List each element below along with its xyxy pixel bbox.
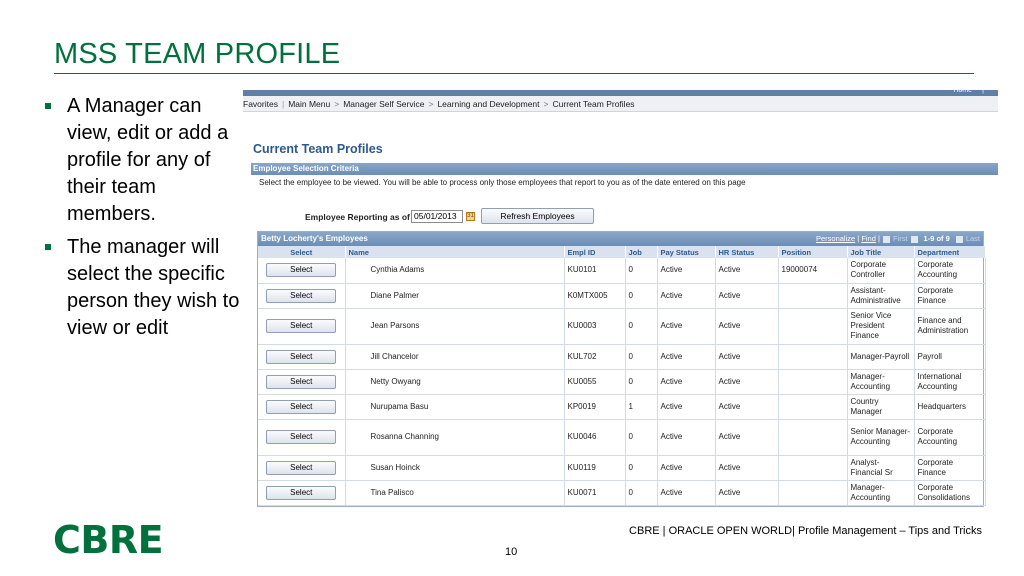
select-cell [258, 258, 345, 283]
cell-job: 0 [625, 480, 657, 505]
nav-manager-self-service[interactable]: Manager Self Service [343, 98, 425, 109]
table-row [258, 419, 985, 455]
cell-job: 0 [625, 369, 657, 394]
header-separator: | [982, 87, 984, 94]
select-button[interactable]: Select [266, 263, 336, 277]
select-cell [258, 419, 345, 455]
cell-name: Nurupama Basu [345, 394, 564, 419]
cell-position [778, 394, 847, 419]
cell-department: Corporate Finance [914, 455, 985, 480]
cell-pay-status: Active [657, 258, 715, 283]
chevron-right-icon: > [334, 98, 340, 109]
cell-hr-status: Active [715, 283, 778, 308]
cell-name: Cynthia Adams [345, 258, 564, 283]
table-row [258, 455, 985, 480]
select-button[interactable]: Select [266, 375, 336, 389]
cell-pay-status: Active [657, 344, 715, 369]
col-header-job: Job [625, 246, 657, 258]
breadcrumb [243, 96, 998, 112]
bullet-item [45, 93, 240, 228]
bullet-text: The manager will select the specific person they wish to view or edit [67, 236, 240, 339]
employee-table [258, 246, 986, 506]
cell-hr-status: Active [715, 344, 778, 369]
personalize-link[interactable]: Personalize [815, 234, 856, 243]
cell-job: 0 [625, 283, 657, 308]
cell-job: 0 [625, 455, 657, 480]
cell-job-title: Senior Vice President Finance [847, 308, 914, 344]
cell-position [778, 308, 847, 344]
row-range: 1-9 of 9 [923, 234, 950, 243]
cell-position [778, 369, 847, 394]
cell-hr-status: Active [715, 394, 778, 419]
cell-job-title: Manager-Accounting [847, 480, 914, 505]
cell-name: Susan Hoinck [345, 455, 564, 480]
find-link[interactable]: Find [861, 234, 876, 243]
cell-job-title: Manager-Accounting [847, 369, 914, 394]
cell-department: Corporate Finance [914, 283, 985, 308]
cell-hr-status: Active [715, 419, 778, 455]
cell-job-title: Country Manager [847, 394, 914, 419]
table-row [258, 283, 985, 308]
refresh-employees-button[interactable]: Refresh Employees [481, 208, 594, 224]
select-cell [258, 455, 345, 480]
cell-pay-status: Active [657, 455, 715, 480]
cell-hr-status: Active [715, 480, 778, 505]
cell-hr-status: Active [715, 455, 778, 480]
table-row [258, 258, 985, 283]
select-button[interactable]: Select [266, 486, 336, 500]
cell-job-title: Senior Manager-Accounting [847, 419, 914, 455]
instruction-text: Select the employee to be viewed. You will be able to process only those employees that report to you as of the date entered on this page [259, 178, 746, 187]
bullet-text: A Manager can view, edit or add a profile for any of their team members. [67, 95, 229, 225]
home-link[interactable]: Home [953, 87, 972, 94]
grid-navigation [816, 232, 980, 246]
nav-learning-development[interactable]: Learning and Development [437, 98, 540, 109]
col-header-pay-status: Pay Status [657, 246, 715, 258]
cell-empl-id: KUL702 [564, 344, 625, 369]
footer-text: CBRE | ORACLE OPEN WORLD| Profile Management – Tips and Tricks [629, 525, 982, 537]
bullet-list [45, 93, 240, 348]
cell-empl-id: KU0055 [564, 369, 625, 394]
cell-job: 0 [625, 308, 657, 344]
cell-position [778, 283, 847, 308]
calendar-icon[interactable]: 31 [467, 213, 474, 219]
cell-name: Diane Palmer [345, 283, 564, 308]
cell-position: 19000074 [778, 258, 847, 283]
col-header-empl-id: Empl ID [564, 246, 625, 258]
cell-department: Finance and Administration [914, 308, 985, 344]
cell-department: Payroll [914, 344, 985, 369]
table-header-row [258, 246, 985, 258]
select-cell [258, 394, 345, 419]
cell-position [778, 344, 847, 369]
bullet-square-icon [45, 244, 51, 250]
chevron-right-icon: > [428, 98, 434, 109]
cell-department: Headquarters [914, 394, 985, 419]
cell-job: 0 [625, 258, 657, 283]
cell-department: Corporate Accounting [914, 419, 985, 455]
cell-hr-status: Active [715, 308, 778, 344]
prev-arrow-icon[interactable] [911, 236, 918, 243]
grid-nav-separator: | [855, 234, 862, 243]
cell-empl-id: KU0071 [564, 480, 625, 505]
cell-job-title: Corporate Controller [847, 258, 914, 283]
cell-empl-id: KP0019 [564, 394, 625, 419]
slide-title: MSS TEAM PROFILE [54, 38, 341, 70]
cell-empl-id: KU0003 [564, 308, 625, 344]
grid-title: Betty Locherty's Employees [261, 234, 368, 243]
nav-main-menu[interactable]: Main Menu [288, 98, 331, 109]
cell-empl-id: KU0101 [564, 258, 625, 283]
table-row [258, 394, 985, 419]
cell-position [778, 480, 847, 505]
table-row [258, 369, 985, 394]
col-header-job-title: Job Title [847, 246, 914, 258]
cell-pay-status: Active [657, 308, 715, 344]
cell-pay-status: Active [657, 419, 715, 455]
select-button[interactable]: Select [266, 350, 336, 364]
cell-job-title: Assistant-Administrative [847, 283, 914, 308]
title-divider [54, 73, 974, 74]
table-row [258, 308, 985, 344]
cell-job: 0 [625, 419, 657, 455]
cell-empl-id: KU0119 [564, 455, 625, 480]
cell-department: International Accounting [914, 369, 985, 394]
nav-current-team-profiles[interactable]: Current Team Profiles [552, 98, 635, 109]
cell-name: Jill Chancelor [345, 344, 564, 369]
cell-department: Corporate Consolidations [914, 480, 985, 505]
cell-empl-id: KU0046 [564, 419, 625, 455]
select-button[interactable]: Select [266, 400, 336, 414]
cell-pay-status: Active [657, 394, 715, 419]
col-header-name: Name [345, 246, 564, 258]
bullet-item [45, 234, 240, 342]
last-link[interactable]: Last [965, 234, 980, 243]
cell-empl-id: K0MTX005 [564, 283, 625, 308]
select-button[interactable]: Select [266, 461, 336, 475]
section-header: Employee Selection Criteria [251, 163, 998, 175]
cell-department: Corporate Accounting [914, 258, 985, 283]
table-row [258, 344, 985, 369]
cell-job: 0 [625, 344, 657, 369]
bullet-square-icon [45, 103, 51, 109]
table-row [258, 480, 985, 505]
peoplesoft-screenshot [243, 87, 998, 510]
col-header-department: Department [914, 246, 985, 258]
cell-job-title: Manager-Payroll [847, 344, 914, 369]
select-cell [258, 480, 345, 505]
cell-name: Rosanna Channing [345, 419, 564, 455]
page-number: 10 [505, 546, 518, 558]
cell-name: Tina Palisco [345, 480, 564, 505]
grid-nav-separator: | [875, 234, 880, 243]
cell-hr-status: Active [715, 258, 778, 283]
select-button[interactable]: Select [266, 289, 336, 303]
cell-name: Netty Owyang [345, 369, 564, 394]
col-header-hr-status: HR Status [715, 246, 778, 258]
page-title: Current Team Profiles [253, 142, 383, 156]
next-arrow-icon[interactable] [956, 236, 963, 243]
cell-pay-status: Active [657, 480, 715, 505]
cell-name: Jean Parsons [345, 308, 564, 344]
select-cell [258, 283, 345, 308]
as-of-date-input[interactable]: 05/01/2013 [411, 210, 463, 223]
select-cell [258, 344, 345, 369]
as-of-date-label: Employee Reporting as of [305, 212, 410, 222]
select-button[interactable]: Select [266, 430, 336, 444]
cell-position [778, 419, 847, 455]
cell-job-title: Analyst-Financial Sr [847, 455, 914, 480]
nav-divider: | [281, 98, 285, 109]
col-header-position: Position [778, 246, 847, 258]
col-header-select: Select [258, 246, 345, 258]
select-cell [258, 369, 345, 394]
select-button[interactable]: Select [266, 319, 336, 333]
cell-job: 1 [625, 394, 657, 419]
employee-grid [257, 231, 984, 507]
cell-pay-status: Active [657, 369, 715, 394]
select-cell [258, 308, 345, 344]
cell-hr-status: Active [715, 369, 778, 394]
cbre-logo: CBRE [53, 518, 164, 562]
cell-pay-status: Active [657, 283, 715, 308]
view-all-icon[interactable] [883, 236, 890, 243]
cell-position [778, 455, 847, 480]
nav-favorites[interactable]: Favorites [243, 98, 278, 109]
first-link[interactable]: First [892, 234, 908, 243]
grid-header [258, 232, 983, 246]
chevron-right-icon: > [543, 98, 549, 109]
